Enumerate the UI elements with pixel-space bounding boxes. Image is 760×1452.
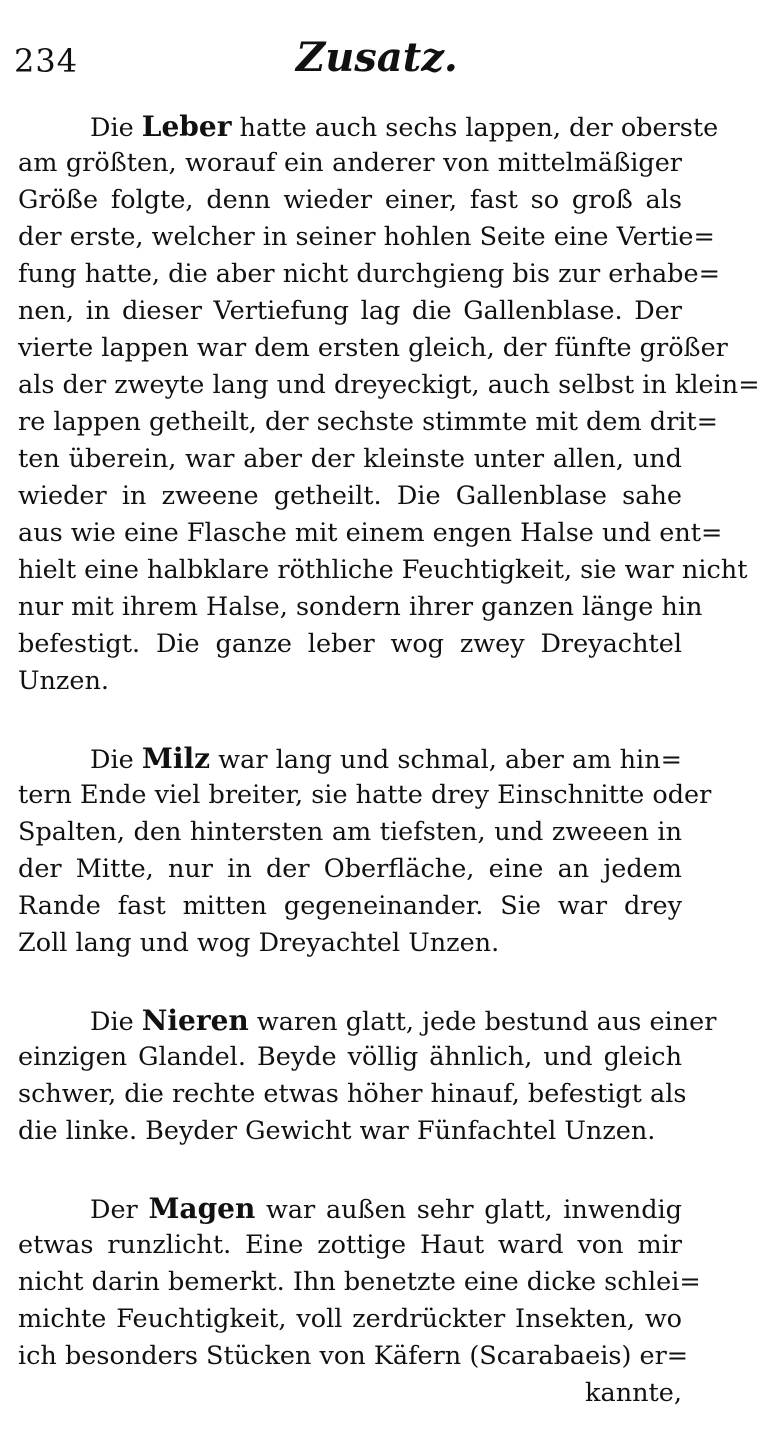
text-line: aus wie eine Flasche mit einem engen Halse und ent= (18, 518, 723, 548)
highlighted-term: Milz (141, 742, 211, 775)
line-text: Die (90, 1007, 142, 1037)
text-line: tern Ende viel breiter, sie hatte drey Einschnitte oder (18, 780, 712, 810)
page-header (0, 28, 700, 81)
line-text: war außen sehr glatt, inwendig (255, 1195, 682, 1225)
paragraph-first-line (18, 1190, 682, 1227)
text-line: Unzen. (18, 666, 109, 696)
paragraph-first-line (18, 1002, 717, 1039)
text-line: nur mit ihrem Halse, sondern ihrer ganzen länge hin (18, 592, 703, 622)
text-line: michte Feuchtigkeit, voll zerdrückter Insekten, wo (18, 1304, 682, 1334)
text-line: Größe folgte, denn wieder einer, fast so groß als (18, 185, 682, 215)
line-text: war lang und schmal, aber am hin= (210, 745, 683, 775)
paragraph (18, 108, 760, 700)
text-line: nen, in dieser Vertiefung lag die Gallenblase. Der (18, 296, 682, 326)
highlighted-term: Magen (148, 1192, 256, 1225)
line-text: hatte auch sechs lappen, der oberste (231, 113, 719, 143)
text-line: vierte lappen war dem ersten gleich, der fünfte größer (18, 333, 728, 363)
text-line: der Mitte, nur in der Oberfläche, eine an jedem (18, 854, 682, 884)
line-text: waren glatt, jede bestund aus einer (248, 1007, 717, 1037)
highlighted-term: Nieren (141, 1004, 249, 1037)
page-number: 234 (14, 42, 79, 80)
text-line: nicht darin bemerkt. Ihn benetzte eine dicke schlei= (18, 1267, 701, 1297)
text-line: fung hatte, die aber nicht durchgieng bis zur erhabe= (18, 259, 720, 289)
text-line: ten überein, war aber der kleinste unter allen, und (18, 444, 682, 474)
text-line: einzigen Glandel. Beyde völlig ähnlich, und gleich (18, 1042, 682, 1072)
paragraph (18, 1002, 717, 1150)
running-head: Zusatz. (296, 34, 458, 81)
text-line: die linke. Beyder Gewicht war Fünfachtel Unzen. (18, 1116, 656, 1146)
text-line: schwer, die rechte etwas höher hinauf, befestigt als (18, 1079, 687, 1109)
line-text: Die (90, 113, 142, 143)
paragraph (18, 740, 712, 962)
text-line: hielt eine halbklare röthliche Feuchtigkeit, sie war nicht (18, 555, 748, 585)
text-line: Rande fast mitten gegeneinander. Sie war drey (18, 891, 682, 921)
line-text: Der (90, 1195, 149, 1225)
paragraph-first-line (18, 740, 682, 777)
text-line: ich besonders Stücken von Käfern (Scarabaeis) er= (18, 1341, 689, 1371)
text-line: am größten, worauf ein anderer von mittelmäßiger (18, 148, 682, 178)
text-line: re lappen getheilt, der sechste stimmte mit dem drit= (18, 407, 719, 437)
text-line: kannte, (585, 1378, 682, 1408)
paragraph (18, 1190, 701, 1412)
text-line: Zoll lang und wog Dreyachtel Unzen. (18, 928, 500, 958)
text-line: als der zweyte lang und dreyeckigt, auch selbst in klein= (18, 370, 760, 400)
text-line: wieder in zweene getheilt. Die Gallenblase sahe (18, 481, 682, 511)
body-text (18, 108, 760, 1452)
text-line: der erste, welcher in seiner hohlen Seite eine Vertie= (18, 222, 715, 252)
text-line: etwas runzlicht. Eine zottige Haut ward von mir (18, 1230, 682, 1260)
text-line: Spalten, den hintersten am tiefsten, und zweeen in (18, 817, 682, 847)
paragraph-first-line (18, 108, 719, 145)
highlighted-term: Leber (141, 110, 232, 143)
text-line: befestigt. Die ganze leber wog zwey Dreyachtel (18, 629, 682, 659)
line-text: Die (90, 745, 142, 775)
